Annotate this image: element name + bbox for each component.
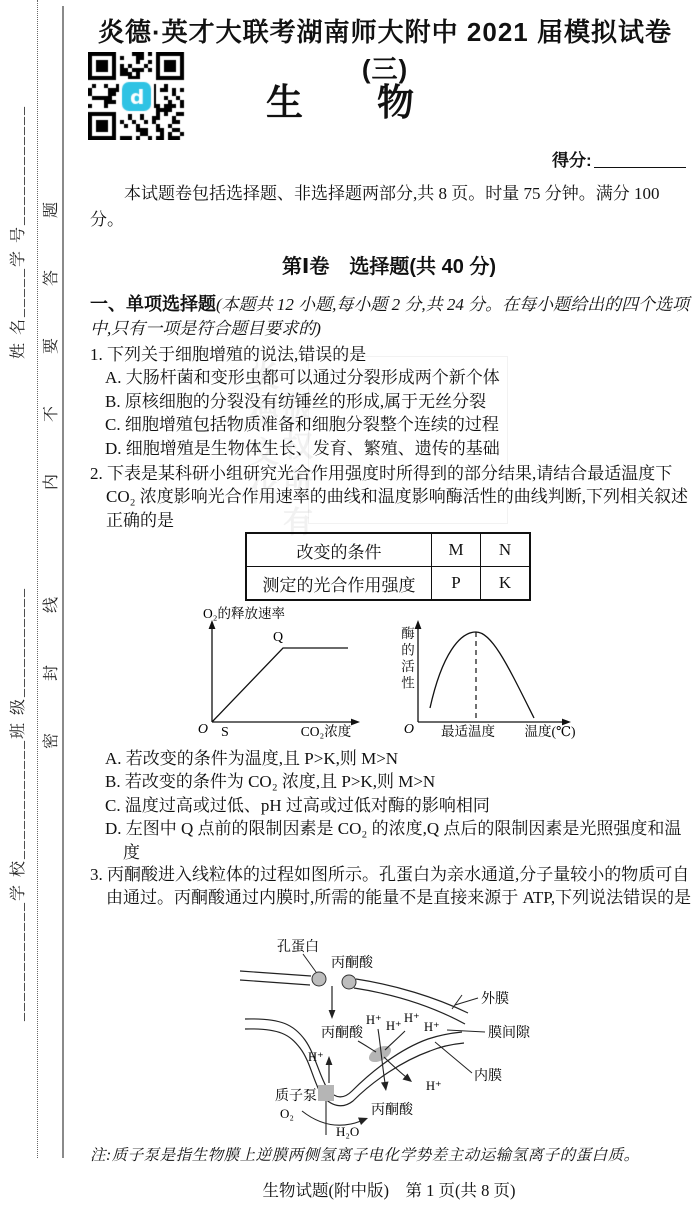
pore-protein-label: 孔蛋白 (277, 940, 319, 955)
point-q-label: Q (272, 630, 284, 645)
outer-membrane-tick (452, 995, 462, 1009)
q2-condition-table (245, 532, 531, 601)
table-row (246, 533, 530, 567)
y-axis-arrow (209, 620, 216, 629)
q3-mitochondrion-diagram (200, 933, 600, 1143)
co2-chart-ylabel: O₂的释放速率 (203, 606, 285, 621)
part1-heading: 第Ⅰ卷 选择题(共 40 分) (281, 256, 497, 278)
pyruvate-top-label: 丙酮酸 (331, 956, 373, 971)
intermembrane-label: 膜间隙 (488, 1026, 530, 1041)
h-plus-label: H⁺ (308, 1050, 324, 1064)
q1-option-a: A. 大肠杆菌和变形虫都可以通过分裂形成两个新个体 (105, 368, 500, 388)
question-1 (90, 343, 688, 460)
watermark-col1: 炎德文化 (244, 360, 277, 512)
proton-pump-label: 质子泵 (275, 1089, 317, 1104)
intermembrane-leader (447, 1030, 485, 1032)
question-1-stem: 1. 下列关于细胞增殖的说法,错误的是 (90, 345, 367, 364)
q1-option-c: C. 细胞增殖包括物质准备和细胞分裂整个连续的过程 (105, 415, 499, 435)
score-blank-line (594, 167, 686, 168)
pyruvate-in-line (358, 1041, 376, 1052)
x-axis-arrow (351, 719, 360, 726)
origin-label-right: O (403, 722, 414, 737)
h-plus-label: H⁺ (404, 1011, 420, 1025)
pore-leader-line (303, 954, 316, 972)
pyruvate-mid-label: 丙酮酸 (321, 1026, 363, 1041)
section1-heading (90, 292, 690, 341)
arrowhead (326, 1056, 333, 1065)
paper-title: 炎德·英才大联考湖南师大附中 2021 届模拟试卷(三) (98, 17, 672, 84)
q2-option-d: D. 左图中 Q 点前的限制因素是 CO₂ 的浓度,Q 点后的限制因素是光照强度和温度 (105, 819, 682, 862)
question-3-stem: 3. 丙酮酸进入线粒体的过程如图所示。孔蛋白为亲水通道,分子量较小的物质可自由通过。丙酮酸通过内膜时,所需的能量不是直接来源于 ATP,下列说法错误的是 (90, 865, 692, 908)
inner-membrane-label: 内膜 (474, 1069, 502, 1084)
table-cell: 测定的光合作用强度 (246, 567, 432, 601)
pore-protein-shape (342, 975, 356, 989)
optimum-temp-label: 最适温度 (441, 724, 495, 739)
q2-option-c: C. 温度过高或过低、pH 过高或过低对酶的影响相同 (105, 795, 490, 815)
q2-charts (150, 596, 590, 748)
arrowhead (381, 1082, 389, 1092)
section1-label: 一、单项选择题 (90, 294, 216, 314)
exam-instructions: 本试题卷包括选择题、非选择题两部分,共 8 页。时量 75 分钟。满分 100 分。 (90, 184, 660, 229)
o2-label: O₂ (280, 1106, 294, 1121)
h-out-arrow (384, 1057, 406, 1077)
outer-membrane-leader (455, 998, 478, 1005)
arrowhead (329, 1010, 336, 1019)
table-cell: K (481, 567, 531, 601)
section1-note: (本题共 12 小题,每小题 2 分,共 24 分。在每小题给出的四个选项中,只有一项是符合题目要求的) (90, 295, 690, 338)
h-plus-label: H⁺ (424, 1020, 440, 1034)
pore-protein-shape (312, 972, 326, 986)
h2o-label: H₂O (336, 1124, 360, 1139)
arrowhead (358, 1118, 368, 1126)
footnote: 注:质子泵是指生物膜上逆膜两侧氢离子电化学势差主动运输氢离子的蛋白质。 (90, 1147, 640, 1164)
inner-membrane-leader (435, 1042, 472, 1073)
seal-dotted-line (37, 0, 38, 1158)
seal-school-class-labels: ____________学 校____________班 级___________ (10, 586, 27, 1021)
h-plus-label: H⁺ (386, 1019, 402, 1033)
seal-solid-line (62, 6, 64, 1158)
table-cell: P (432, 567, 481, 601)
question-2-stem: 2. 下表是某科研小组研究光合作用强度时所得到的部分结果,请结合最适温度下 CO₂ 浓度影响光合作用速率的曲线和温度影响酶活性的曲线判断,下列相关叙述正确的是 (90, 464, 689, 530)
temp-axis-label: 温度(℃) (524, 724, 576, 739)
point-s-label: S (221, 725, 229, 740)
co2-chart-xlabel: CO₂浓度 (300, 724, 352, 739)
h-plus-label: H⁺ (426, 1079, 442, 1093)
origin-label-left: O (197, 722, 208, 737)
seal-name-number-labels: 姓 名_____学 号____________ (10, 105, 27, 360)
watermark-col2: 版权所有 (278, 392, 311, 544)
h-plus-label: H⁺ (366, 1013, 382, 1027)
question-2-options (90, 747, 688, 864)
outer-membrane-label: 外膜 (481, 992, 509, 1007)
h-in-line (385, 1031, 405, 1050)
seal-text-lower: 密 封 线 (43, 572, 60, 749)
page-footer: 生物试题(附中版) 第 1 页(共 8 页) (262, 1181, 516, 1200)
seal-text-upper: 内 不 要 答 题 (43, 177, 60, 490)
subject-title: 生物 (266, 83, 488, 124)
table-cell: 改变的条件 (246, 533, 432, 567)
co2-response-curve (212, 648, 348, 722)
q1-option-d: D. 细胞增殖是生物体生长、发育、繁殖、遗传的基础 (105, 438, 500, 458)
q1-option-b: B. 原核细胞的分裂没有纺锤丝的形成,属于无丝分裂 (105, 391, 487, 411)
enzyme-activity-curve (430, 632, 534, 718)
table-row (246, 567, 530, 601)
q2-option-b: B. 若改变的条件为 CO₂ 浓度,且 P>K,则 M>N (105, 772, 436, 792)
enzyme-chart-ylabel: 酶的活性 (399, 626, 414, 692)
table-cell: M (432, 533, 481, 567)
proton-pump-shape (318, 1085, 334, 1101)
table-cell: N (481, 533, 531, 567)
q2-option-a: A. 若改变的条件为温度,且 P>K,则 M>N (105, 749, 399, 768)
pyruvate-bottom-label: 丙酮酸 (371, 1103, 413, 1118)
score-label: 得分: (552, 151, 592, 170)
